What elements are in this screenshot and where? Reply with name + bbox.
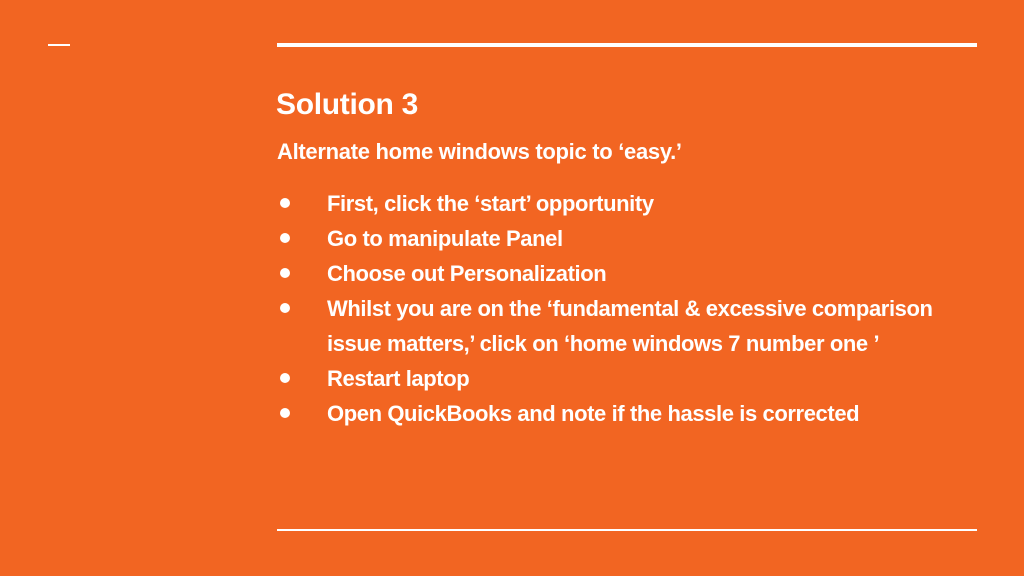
bullet-item xyxy=(277,361,967,396)
bullet-text: Whilst you are on the ‘fundamental & excessive comparison issue matters,’ click on ‘home windows 7 number one ’ xyxy=(327,296,933,356)
bullet-text: Choose out Personalization xyxy=(327,261,607,286)
slide-title: Solution 3 xyxy=(276,88,418,121)
bullet-item xyxy=(277,186,967,221)
bullet-item xyxy=(277,256,967,291)
bullet-text: First, click the ‘start’ opportunity xyxy=(327,191,654,216)
bullet-dot-icon xyxy=(280,303,290,313)
bullet-item xyxy=(277,396,967,431)
bullet-dot-icon xyxy=(280,373,290,383)
bullet-item xyxy=(277,221,967,256)
bullet-item xyxy=(277,291,967,361)
bullet-text: Go to manipulate Panel xyxy=(327,226,563,251)
bullet-dot-icon xyxy=(280,268,290,278)
bullet-text: Open QuickBooks and note if the hassle is corrected xyxy=(327,401,860,426)
bottom-divider-rule xyxy=(277,529,977,531)
bullet-dot-icon xyxy=(280,198,290,208)
bullet-dot-icon xyxy=(280,408,290,418)
slide-subtitle: Alternate home windows topic to ‘easy.’ xyxy=(277,139,682,164)
bullet-dot-icon xyxy=(280,233,290,243)
bullet-list xyxy=(277,186,967,431)
top-divider-rule xyxy=(277,43,977,47)
corner-dash-decoration xyxy=(48,44,70,46)
bullet-text: Restart laptop xyxy=(327,366,470,391)
